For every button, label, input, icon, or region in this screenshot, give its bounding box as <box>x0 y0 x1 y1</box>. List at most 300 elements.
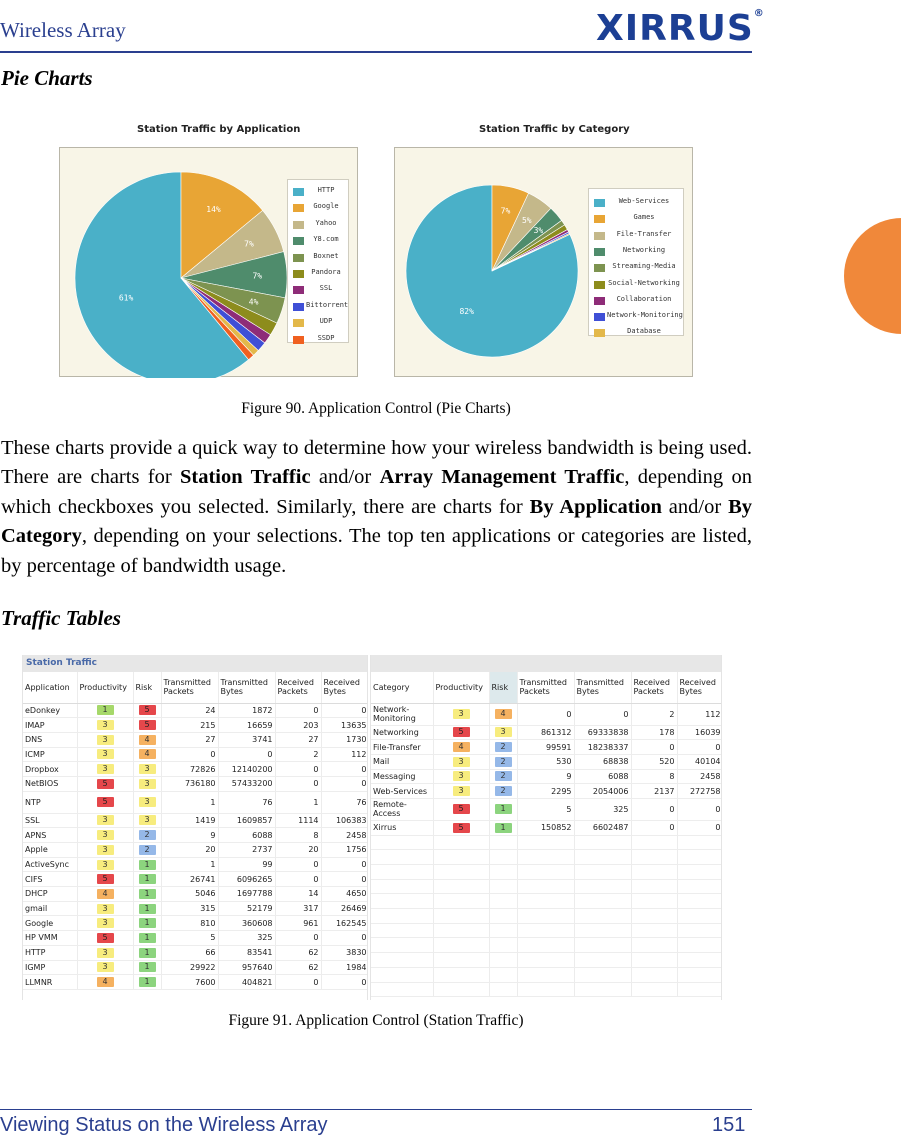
table-row[interactable] <box>23 901 368 916</box>
table-cell: 106383 <box>321 813 368 828</box>
table-cell: 68838 <box>574 754 631 769</box>
table-cell: IMAP <box>23 718 77 733</box>
legend-label: UDP <box>319 317 333 326</box>
table-cell: SSL <box>23 813 77 828</box>
table-cell: 26469 <box>321 901 368 916</box>
table-cell <box>517 923 574 938</box>
rating-badge: 4 <box>495 709 512 719</box>
table-cell <box>133 931 161 946</box>
table-cell <box>489 725 517 740</box>
table-cell: 5 <box>161 931 218 946</box>
legend-swatch <box>594 264 605 272</box>
table-cell <box>574 850 631 865</box>
page-number: 151 <box>712 1114 746 1136</box>
table-cell <box>433 967 489 982</box>
legend-swatch <box>293 204 304 212</box>
rating-badge: 1 <box>139 889 156 899</box>
table-cell <box>574 982 631 997</box>
rating-badge: 1 <box>139 977 156 987</box>
table-cell <box>433 850 489 865</box>
rating-badge: 3 <box>453 771 470 781</box>
table-cell <box>489 938 517 953</box>
table-cell: HTTP <box>23 945 77 960</box>
legend-label: Google <box>313 202 339 211</box>
table-cell <box>133 960 161 975</box>
table-row[interactable] <box>23 975 368 990</box>
table-cell: 5 <box>517 798 574 820</box>
legend-label: Database <box>627 327 661 336</box>
table-cell <box>574 865 631 880</box>
table-cell: 0 <box>275 776 321 791</box>
table-cell <box>77 857 133 872</box>
table-cell <box>517 850 574 865</box>
table-cell <box>489 909 517 924</box>
table-cell: 40104 <box>677 754 722 769</box>
rating-badge: 1 <box>139 933 156 943</box>
legend-swatch <box>293 319 304 327</box>
legend-label: Streaming-Media <box>612 262 676 271</box>
table-cell <box>677 850 722 865</box>
table-cell: Apple <box>23 843 77 858</box>
table-cell <box>677 909 722 924</box>
column-header[interactable]: Application <box>23 672 77 703</box>
table-cell: DNS <box>23 732 77 747</box>
table-cell: 14 <box>275 887 321 902</box>
rating-badge: 3 <box>453 786 470 796</box>
table-row[interactable] <box>371 703 722 725</box>
column-header[interactable]: Category <box>371 672 433 703</box>
legend-item <box>288 266 348 282</box>
legend-label: Social-Networking <box>608 278 680 287</box>
table-cell <box>133 828 161 843</box>
empty-row <box>371 850 722 865</box>
table-cell <box>677 953 722 968</box>
table-cell: 215 <box>161 718 218 733</box>
legend-label: Pandora <box>311 268 341 276</box>
table-cell <box>517 967 574 982</box>
table-cell <box>133 791 161 813</box>
legend-swatch <box>293 254 304 262</box>
legend-item <box>589 309 683 325</box>
table-cell <box>433 909 489 924</box>
rating-badge: 5 <box>453 823 470 833</box>
table-cell: 62 <box>275 960 321 975</box>
table-cell <box>133 776 161 791</box>
legend-label: Yahoo <box>315 218 337 227</box>
table-cell: 178 <box>631 725 677 740</box>
legend-item <box>589 260 683 276</box>
table-cell: NetBIOS <box>23 776 77 791</box>
table-cell: 360608 <box>218 916 275 931</box>
table-cell: 9 <box>517 769 574 784</box>
column-header[interactable]: Risk <box>133 672 161 703</box>
table-cell: Remote-Access <box>371 798 433 820</box>
column-header[interactable]: Transmitted Bytes <box>574 672 631 703</box>
section-heading-traffic-tables: Traffic Tables <box>1 606 121 630</box>
rating-badge: 1 <box>97 705 114 715</box>
table-cell: 112 <box>321 747 368 762</box>
legend-swatch <box>293 270 304 278</box>
rating-badge: 1 <box>139 962 156 972</box>
table-cell <box>517 938 574 953</box>
table-cell: 4650 <box>321 887 368 902</box>
para-text-2: and/or <box>310 466 380 489</box>
table-cell <box>489 820 517 835</box>
rating-badge: 3 <box>97 904 114 914</box>
column-header[interactable]: Transmitted Packets <box>517 672 574 703</box>
table-cell <box>77 931 133 946</box>
legend-item <box>288 282 348 298</box>
legend-item <box>589 244 683 260</box>
table-cell <box>133 813 161 828</box>
rating-badge: 3 <box>453 709 470 719</box>
table-cell <box>371 865 433 880</box>
legend-swatch <box>293 286 304 294</box>
legend-item <box>288 200 348 216</box>
table-cell: 272758 <box>677 784 722 799</box>
legend-item <box>288 315 348 331</box>
table-cell: 1984 <box>321 960 368 975</box>
table-cell <box>517 865 574 880</box>
table-cell: 0 <box>161 747 218 762</box>
table-cell <box>133 843 161 858</box>
table-cell <box>77 872 133 887</box>
table-cell: Web-Services <box>371 784 433 799</box>
table-cell <box>631 938 677 953</box>
table-cell: 520 <box>631 754 677 769</box>
table-row[interactable] <box>23 931 368 946</box>
table-cell: 76 <box>218 791 275 813</box>
table-cell: 2458 <box>321 828 368 843</box>
table-cell <box>631 953 677 968</box>
header-rule <box>0 51 752 53</box>
table-cell: CIFS <box>23 872 77 887</box>
para-text-3: , depending on which checkboxes you selected. Similarly, there are charts for <box>1 466 752 518</box>
column-header[interactable]: Received Packets <box>275 672 321 703</box>
table-cell <box>133 747 161 762</box>
table-row[interactable] <box>23 828 368 843</box>
table-row[interactable] <box>23 732 368 747</box>
rating-badge: 5 <box>139 720 156 730</box>
column-header[interactable]: Received Bytes <box>321 672 368 703</box>
para-text-1: These charts provide a quick way to determine how your wireless bandwidth is being used. There are charts for <box>1 437 752 489</box>
column-header[interactable]: Transmitted Bytes <box>218 672 275 703</box>
table-cell <box>77 718 133 733</box>
table-cell <box>77 762 133 777</box>
table-cell <box>77 703 133 718</box>
pie-label-web-services: 82% <box>459 306 474 316</box>
legend-swatch <box>594 232 605 240</box>
table-cell: 0 <box>218 747 275 762</box>
rating-badge: 4 <box>139 749 156 759</box>
table-cell <box>433 740 489 755</box>
para-bold-by-category: By Category <box>1 495 753 548</box>
table-cell <box>631 923 677 938</box>
rating-badge: 2 <box>495 786 512 796</box>
table-cell: 6602487 <box>574 820 631 835</box>
table-cell: 0 <box>321 931 368 946</box>
table-cell: 203 <box>275 718 321 733</box>
table-cell: DHCP <box>23 887 77 902</box>
table-cell: APNS <box>23 828 77 843</box>
para-bold-array-mgmt: Array Management Traffic <box>379 466 625 489</box>
table-cell: ICMP <box>23 747 77 762</box>
rating-badge: 1 <box>495 804 512 814</box>
table-cell <box>77 791 133 813</box>
chart-title-application: Station Traffic by Application <box>137 124 301 135</box>
table-cell <box>517 982 574 997</box>
table-cell: 0 <box>275 872 321 887</box>
table-cell <box>517 953 574 968</box>
table-row[interactable] <box>371 820 722 835</box>
chart-panel-category <box>394 147 693 377</box>
table-cell <box>517 835 574 850</box>
table-cell <box>631 982 677 997</box>
table-cell: 29922 <box>161 960 218 975</box>
table-row[interactable] <box>23 718 368 733</box>
rating-badge: 4 <box>97 977 114 987</box>
chart-panel-application <box>59 147 358 377</box>
table-cell <box>489 923 517 938</box>
table-cell <box>677 967 722 982</box>
para-bold-by-application: By Application <box>529 495 662 518</box>
table-cell: 16039 <box>677 725 722 740</box>
table-cell: 6088 <box>218 828 275 843</box>
table-row[interactable] <box>23 791 368 813</box>
table-cell: 0 <box>321 776 368 791</box>
column-header[interactable]: Productivity <box>433 672 489 703</box>
table-cell: 24 <box>161 703 218 718</box>
rating-badge: 1 <box>139 874 156 884</box>
table-cell <box>77 776 133 791</box>
table-cell <box>631 894 677 909</box>
table-cell: IGMP <box>23 960 77 975</box>
table-row[interactable] <box>23 916 368 931</box>
rating-badge: 4 <box>139 735 156 745</box>
table-cell <box>77 843 133 858</box>
table-cell <box>489 754 517 769</box>
column-header[interactable]: Transmitted Packets <box>161 672 218 703</box>
legend-item <box>288 332 348 348</box>
table-cell <box>133 916 161 931</box>
legend-swatch <box>594 281 605 289</box>
table-cell <box>433 784 489 799</box>
rating-badge: 3 <box>97 749 114 759</box>
table-cell: 1730 <box>321 732 368 747</box>
table-row[interactable] <box>23 762 368 777</box>
table-cell: NTP <box>23 791 77 813</box>
table-cell: 1756 <box>321 843 368 858</box>
table-row[interactable] <box>23 813 368 828</box>
table-row[interactable] <box>23 945 368 960</box>
table-cell <box>133 762 161 777</box>
table-cell: 6096265 <box>218 872 275 887</box>
table-row[interactable] <box>23 857 368 872</box>
table-cell: HP VMM <box>23 931 77 946</box>
table-cell <box>574 938 631 953</box>
table-row[interactable] <box>371 798 722 820</box>
legend-swatch <box>293 221 304 229</box>
rating-badge: 5 <box>97 797 114 807</box>
para-text-4: and/or <box>661 495 729 518</box>
table-cell: 0 <box>275 931 321 946</box>
table-row[interactable] <box>23 776 368 791</box>
table-cell: Messaging <box>371 769 433 784</box>
rating-badge: 4 <box>453 742 470 752</box>
table-cell: 0 <box>321 703 368 718</box>
table-cell: 325 <box>218 931 275 946</box>
table-cell: 9 <box>161 828 218 843</box>
table-row[interactable] <box>23 747 368 762</box>
column-header[interactable]: Received Packets <box>631 672 677 703</box>
table-cell: 530 <box>517 754 574 769</box>
table-cell <box>489 953 517 968</box>
table-cell: 20 <box>275 843 321 858</box>
column-header[interactable]: Risk <box>489 672 517 703</box>
table-row[interactable] <box>371 725 722 740</box>
rating-badge: 2 <box>495 742 512 752</box>
table-cell: 957640 <box>218 960 275 975</box>
running-header-title: Wireless Array <box>0 18 126 42</box>
pie-label-file-transfer: 5% <box>521 215 532 225</box>
table-cell <box>631 850 677 865</box>
rating-badge: 1 <box>495 823 512 833</box>
table-cell <box>489 894 517 909</box>
station-traffic-panel <box>22 655 368 1000</box>
table-cell <box>574 894 631 909</box>
pie-label-google: 14% <box>206 204 221 214</box>
legend-swatch <box>594 329 605 337</box>
table-cell <box>433 953 489 968</box>
table-cell: 2458 <box>677 769 722 784</box>
table-cell: 0 <box>275 762 321 777</box>
column-header[interactable]: Productivity <box>77 672 133 703</box>
table-cell: 5046 <box>161 887 218 902</box>
rating-badge: 1 <box>139 948 156 958</box>
table-cell <box>489 769 517 784</box>
table-cell: 62 <box>275 945 321 960</box>
table-cell <box>371 967 433 982</box>
table-cell <box>631 879 677 894</box>
legend-label: Network-Monitoring <box>607 311 683 320</box>
table-cell: 162545 <box>321 916 368 931</box>
table-cell: 16659 <box>218 718 275 733</box>
table-row[interactable] <box>371 740 722 755</box>
legend-swatch <box>594 297 605 305</box>
table-cell <box>433 865 489 880</box>
rating-badge: 3 <box>139 815 156 825</box>
rating-badge: 3 <box>495 727 512 737</box>
table-cell <box>77 901 133 916</box>
table-row[interactable] <box>23 703 368 718</box>
table-cell <box>133 857 161 872</box>
table-cell <box>631 967 677 982</box>
table-cell <box>77 916 133 931</box>
empty-row <box>371 953 722 968</box>
legend-label: Networking <box>622 245 666 254</box>
table-cell <box>371 850 433 865</box>
empty-row <box>371 894 722 909</box>
table-cell: ActiveSync <box>23 857 77 872</box>
column-header[interactable]: Received Bytes <box>677 672 722 703</box>
legend-label: Boxnet <box>313 251 339 260</box>
table-cell: 27 <box>275 732 321 747</box>
legend-label: Bittorrent <box>306 300 349 309</box>
table-cell <box>77 887 133 902</box>
table-row[interactable] <box>371 784 722 799</box>
rating-badge: 3 <box>97 830 114 840</box>
legend-label: SSDP <box>317 333 335 342</box>
table-cell <box>574 835 631 850</box>
table-cell <box>433 703 489 725</box>
rating-badge: 3 <box>139 779 156 789</box>
rating-badge: 2 <box>495 771 512 781</box>
empty-row <box>371 865 722 880</box>
figure-91-caption: Figure 91. Application Control (Station Traffic) <box>228 1012 524 1029</box>
category-traffic-table <box>371 672 722 997</box>
table-cell: 315 <box>161 901 218 916</box>
xirrus-logo <box>596 8 765 49</box>
table-row[interactable] <box>23 843 368 858</box>
table-cell <box>371 835 433 850</box>
table-row[interactable] <box>23 887 368 902</box>
table-cell <box>574 923 631 938</box>
rating-badge: 5 <box>97 874 114 884</box>
table-cell <box>489 835 517 850</box>
pie-label-boxnet: 4% <box>248 297 259 307</box>
empty-row <box>371 982 722 997</box>
table-cell: 66 <box>161 945 218 960</box>
table-cell: 0 <box>275 975 321 990</box>
rating-badge: 1 <box>139 904 156 914</box>
legend-item <box>589 228 683 244</box>
rating-badge: 4 <box>97 889 114 899</box>
section-heading-pie-charts: Pie Charts <box>1 66 93 90</box>
table-cell: 52179 <box>218 901 275 916</box>
table-cell <box>433 879 489 894</box>
legend-swatch <box>594 313 605 321</box>
chart-title-category: Station Traffic by Category <box>479 124 630 135</box>
pie-label-http: 61% <box>118 293 134 303</box>
table-cell: 1872 <box>218 703 275 718</box>
legend-item <box>589 277 683 293</box>
rating-badge: 3 <box>97 962 114 972</box>
table-cell: 20 <box>161 843 218 858</box>
table-cell <box>489 982 517 997</box>
table-cell: 99591 <box>517 740 574 755</box>
footer-section-title: Viewing Status on the Wireless Array <box>0 1114 328 1136</box>
table-cell: 112 <box>677 703 722 725</box>
table-cell <box>371 953 433 968</box>
table-cell: Network-Monitoring <box>371 703 433 725</box>
table-row[interactable] <box>371 754 722 769</box>
rating-badge: 2 <box>139 830 156 840</box>
table-row[interactable] <box>23 960 368 975</box>
table-row[interactable] <box>23 872 368 887</box>
table-cell: eDonkey <box>23 703 77 718</box>
table-cell <box>433 938 489 953</box>
table-cell: 27 <box>161 732 218 747</box>
table-cell: 83541 <box>218 945 275 960</box>
category-traffic-title-bar <box>371 655 721 672</box>
table-row[interactable] <box>371 769 722 784</box>
table-cell <box>77 945 133 960</box>
table-cell <box>433 835 489 850</box>
figure-90-caption: Figure 90. Application Control (Pie Charts) <box>241 400 511 417</box>
table-cell: 1609857 <box>218 813 275 828</box>
category-traffic-panel <box>370 655 722 1000</box>
table-cell <box>631 909 677 924</box>
